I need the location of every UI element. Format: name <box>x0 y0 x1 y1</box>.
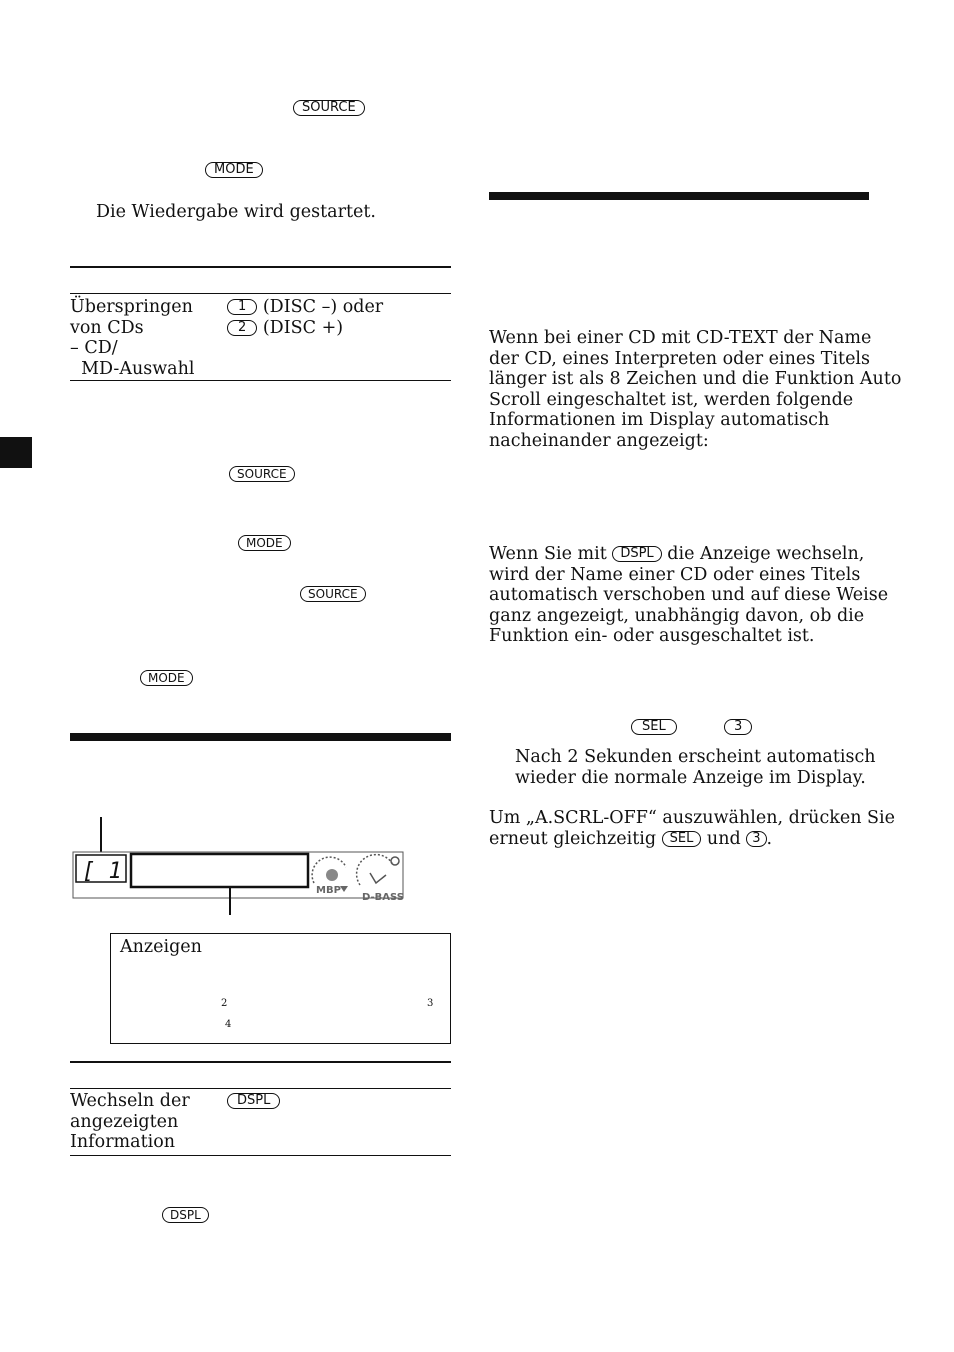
disc-plus-row: 2 (DISC +) <box>227 318 343 339</box>
table-top-rule <box>70 1061 451 1063</box>
number-2-button[interactable]: 2 <box>227 320 257 336</box>
note-paragraph: Nach 2 Sekunden erscheint automatisch wieder die normale Anzeige im Display. <box>515 747 876 788</box>
mode-button[interactable]: MODE <box>205 162 263 178</box>
skip-discs-label: Überspringen von CDs – CD/ MD-Auswahl <box>70 297 195 379</box>
table-header-rule <box>70 1088 451 1089</box>
dspl-button[interactable]: DSPL <box>612 546 661 562</box>
number-3-button[interactable]: 3 <box>724 719 752 735</box>
dspl-paragraph: Wenn Sie mit DSPL die Anzeige wechseln, wird der Name einer CD oder eines Titels automatisch verschoben und auf diese Weise ganz angezeigt, unabhängig davon, ob die Funktion ein- oder ausgeschaltet ist. <box>489 544 889 646</box>
table-bottom-rule <box>70 380 451 381</box>
mode-button[interactable]: MODE <box>238 535 291 551</box>
sel-button[interactable]: SEL <box>662 831 702 847</box>
dspl-button[interactable]: DSPL <box>227 1093 280 1109</box>
sel-button[interactable]: SEL <box>631 719 677 735</box>
display-illustration <box>70 815 410 915</box>
scroll-off-paragraph: Um „A.SCRL-OFF“ auszuwählen, drücken Sie erneut gleichzeitig SEL und 3 . <box>489 808 895 849</box>
callout-note-3: 3 <box>427 998 434 1009</box>
callout-title: Anzeigen <box>120 937 202 957</box>
table-bottom-rule <box>70 1155 451 1156</box>
section-heading-bar <box>489 192 869 200</box>
table-header-rule <box>70 293 451 294</box>
source-button[interactable]: SOURCE <box>300 586 366 602</box>
table-top-rule <box>70 266 451 268</box>
source-button[interactable]: SOURCE <box>293 100 365 116</box>
disc-minus-row: 1 (DISC –) oder <box>227 297 383 318</box>
section-heading-bar <box>70 733 451 741</box>
source-button[interactable]: SOURCE <box>229 466 295 482</box>
disc-indicator: [ 1 <box>82 859 122 884</box>
mbp-label: MBP <box>316 885 341 896</box>
auto-scroll-paragraph: Wenn bei einer CD mit CD-TEXT der Name der CD, eines Interpreten oder eines Titels länger ist als 8 Zeichen und die Funktion Auto Scroll eingeschaltet ist, werden folgende Informationen im Display automatisch nacheinander angezeigt: <box>489 328 902 451</box>
number-3-button[interactable]: 3 <box>746 831 766 847</box>
callout-note-4: 4 <box>225 1019 232 1030</box>
playback-started-text: Die Wiedergabe wird gestartet. <box>96 202 376 222</box>
number-1-button[interactable]: 1 <box>227 299 257 315</box>
section-tab-marker <box>0 437 32 468</box>
mode-button[interactable]: MODE <box>140 670 193 686</box>
display-callout-box <box>110 933 451 1044</box>
change-info-label: Wechseln der angezeigten Information <box>70 1091 190 1152</box>
dbass-label: D-BASS <box>362 892 404 903</box>
callout-note-2: 2 <box>221 998 228 1009</box>
dspl-button[interactable]: DSPL <box>162 1207 209 1223</box>
text-display-box <box>131 854 308 887</box>
